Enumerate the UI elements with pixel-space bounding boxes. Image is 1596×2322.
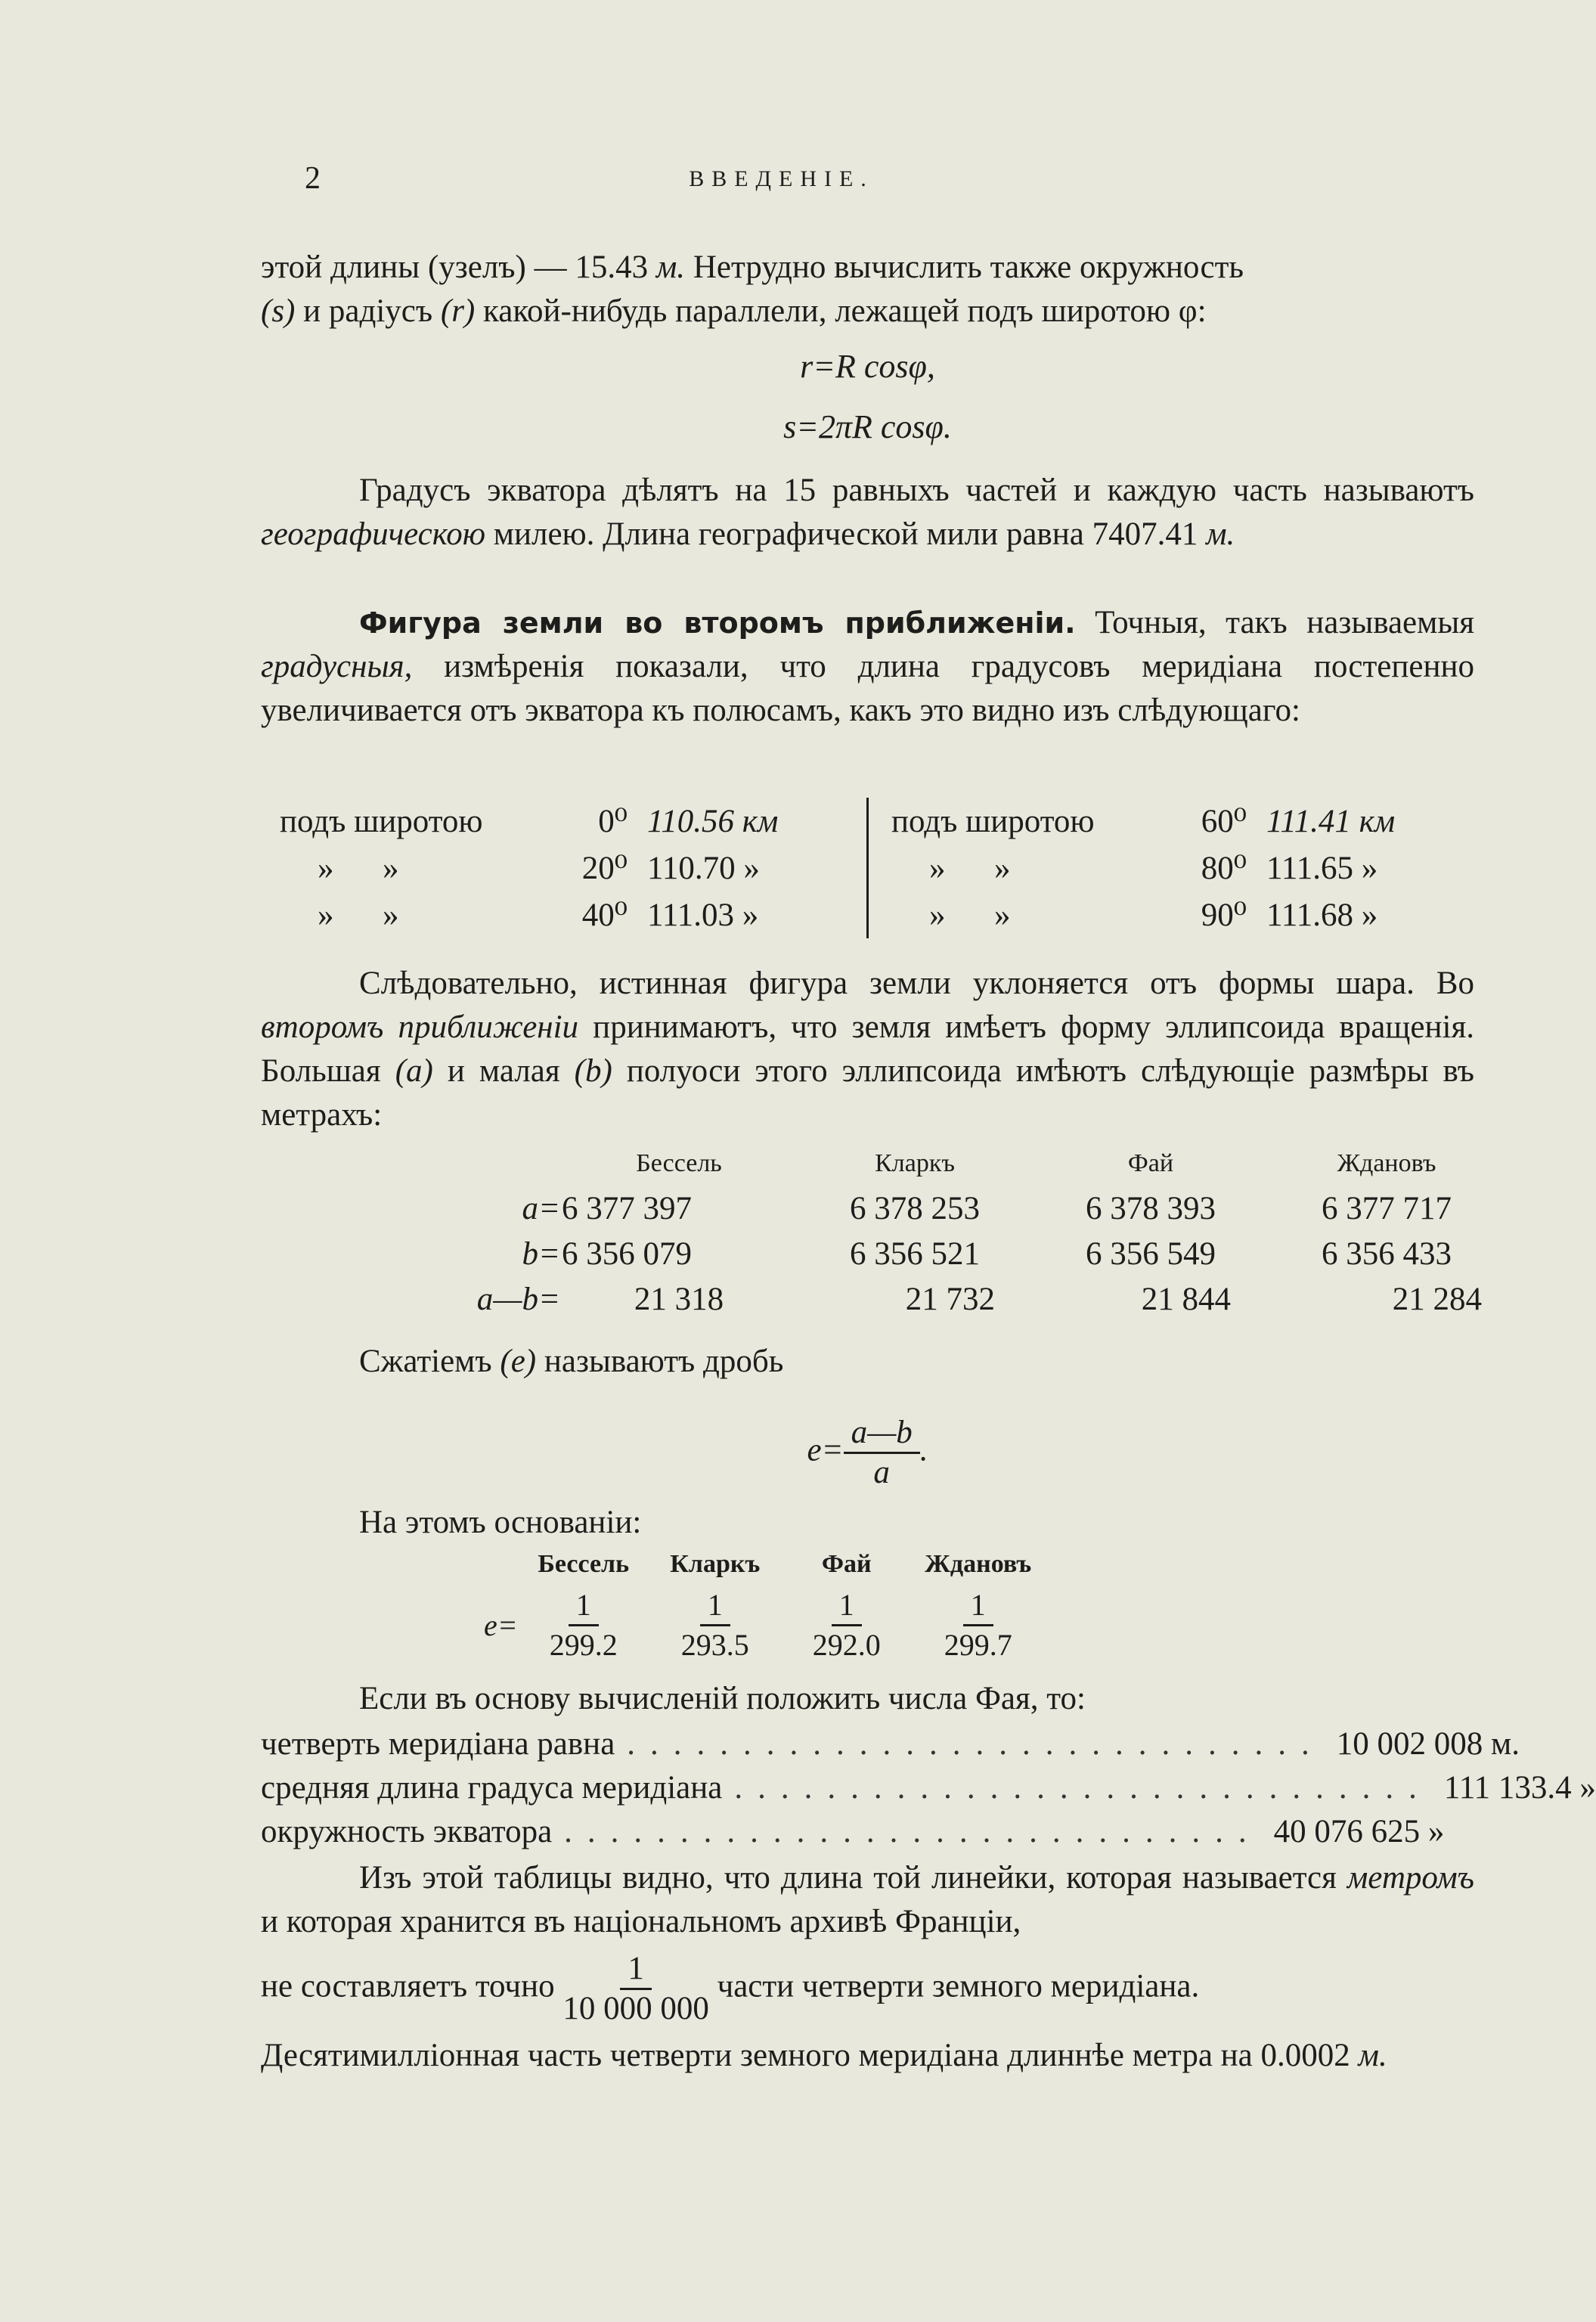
formula-circumference: s=2πR cosφ. bbox=[783, 408, 952, 445]
paragraph-7: Если въ основу вычисленiй положить числа Фая, то: bbox=[359, 1681, 1086, 1716]
table-header-row: Бессель Кларкъ Фай Ждановъ bbox=[538, 1550, 1032, 1578]
table-row: e= $\frac{1}{299.2}$ $\frac{1}{293.5}$ $\frac{1}{292.0}$ $\frac{1}{299.7}$ bbox=[484, 1588, 1012, 1662]
page-number: 2 bbox=[305, 161, 321, 196]
paragraph-1-line-1: этой длины (узелъ) — 15.43 м. Нетрудно вычислить также окружность bbox=[261, 250, 1244, 285]
table-row: » » 40⁰ 111.03 » » » 90⁰ 111.68 » bbox=[280, 891, 1486, 938]
compression-table bbox=[484, 1542, 1044, 1664]
table-row: » » 20⁰ 110.70 » » » 80⁰ 111.65 » bbox=[280, 845, 1486, 891]
section-heading: Фигура земли во второмъ приближенiи. bbox=[359, 606, 1076, 640]
latitude-table bbox=[280, 798, 1486, 938]
list-item: средняя длина градуса меридiана .............................. 111 133.4 » bbox=[261, 1770, 1596, 1806]
paragraph-6: На этомъ основанiи: bbox=[359, 1505, 642, 1540]
list-item: четверть меридiана равна .............................. 10 002 008 м. bbox=[261, 1726, 1520, 1762]
table-row: a= 6 377 397 6 378 253 6 378 393 6 377 717 bbox=[522, 1190, 1452, 1226]
table-header-row: Бессель Кларкъ Фай Ждановъ bbox=[636, 1149, 1436, 1177]
paragraph-8: Изъ этой таблицы видно, что длина той линейки, которая называется метромъ и которая хранится въ нацiональномъ архивѣ Францiи, не составляетъ точно $\frac{1}{10 000 000}$ части четверти земного меридiана. Десятимиллiонная часть четверти земного меридiана длиннѣе метра на 0.0002 м. bbox=[261, 1860, 1474, 2073]
paragraph-1 bbox=[261, 246, 1474, 333]
formula-compression: e= $\frac{a—b}{a}$ . bbox=[807, 1415, 928, 1490]
ellipsoid-axes-table bbox=[340, 1142, 1505, 1322]
formula-block-1 bbox=[261, 336, 1474, 457]
list-item: окружность экватора .............................. 40 076 625 » bbox=[261, 1814, 1445, 1849]
paragraph-4: Слѣдовательно, истинная фигура земли уклоняется отъ формы шара. Во второмъ приближенiи принимаютъ, что земля имѣетъ форму эллипсоида вращенiя. Большая (a) и малая (b) полуоси этого эллипсоида имѣютъ слѣдующiе размѣры въ метрахъ: bbox=[261, 966, 1474, 1133]
header-title: ВВЕДЕНIЕ. bbox=[689, 166, 874, 191]
table-row: a—b= 21 318 21 732 21 844 21 284 bbox=[476, 1281, 1482, 1317]
running-header bbox=[0, 160, 1563, 206]
paragraph-3: Фигура земли во второмъ приближенiи. Точныя, такъ называемыя градусныя, измѣренiя показали, что длина градусовъ меридiана постепенно увеличивается отъ экватора къ полюсамъ, какъ это видно изъ слѣдующаго: bbox=[261, 605, 1475, 728]
table-row: подъ широтою 0⁰ 110.56 км подъ широтою 60⁰ 111.41 км bbox=[280, 798, 1486, 845]
table-row: b= 6 356 079 6 356 521 6 356 549 6 356 433 bbox=[522, 1235, 1452, 1272]
paragraph-5: Сжатiемъ (e) называютъ дробь bbox=[359, 1344, 784, 1379]
paragraph-1-line-2: (s) и радiусъ (r) какой-нибудь параллели, лежащей подъ широтою φ: bbox=[261, 293, 1207, 329]
results-list bbox=[261, 1722, 1596, 1854]
formula-radius: r=R cosφ, bbox=[800, 348, 935, 385]
paragraph-2: Градусъ экватора дѣлятъ на 15 равныхъ частей и каждую часть называютъ географическою милею. Длина географической мили равна 7407.41 м. bbox=[261, 473, 1474, 552]
